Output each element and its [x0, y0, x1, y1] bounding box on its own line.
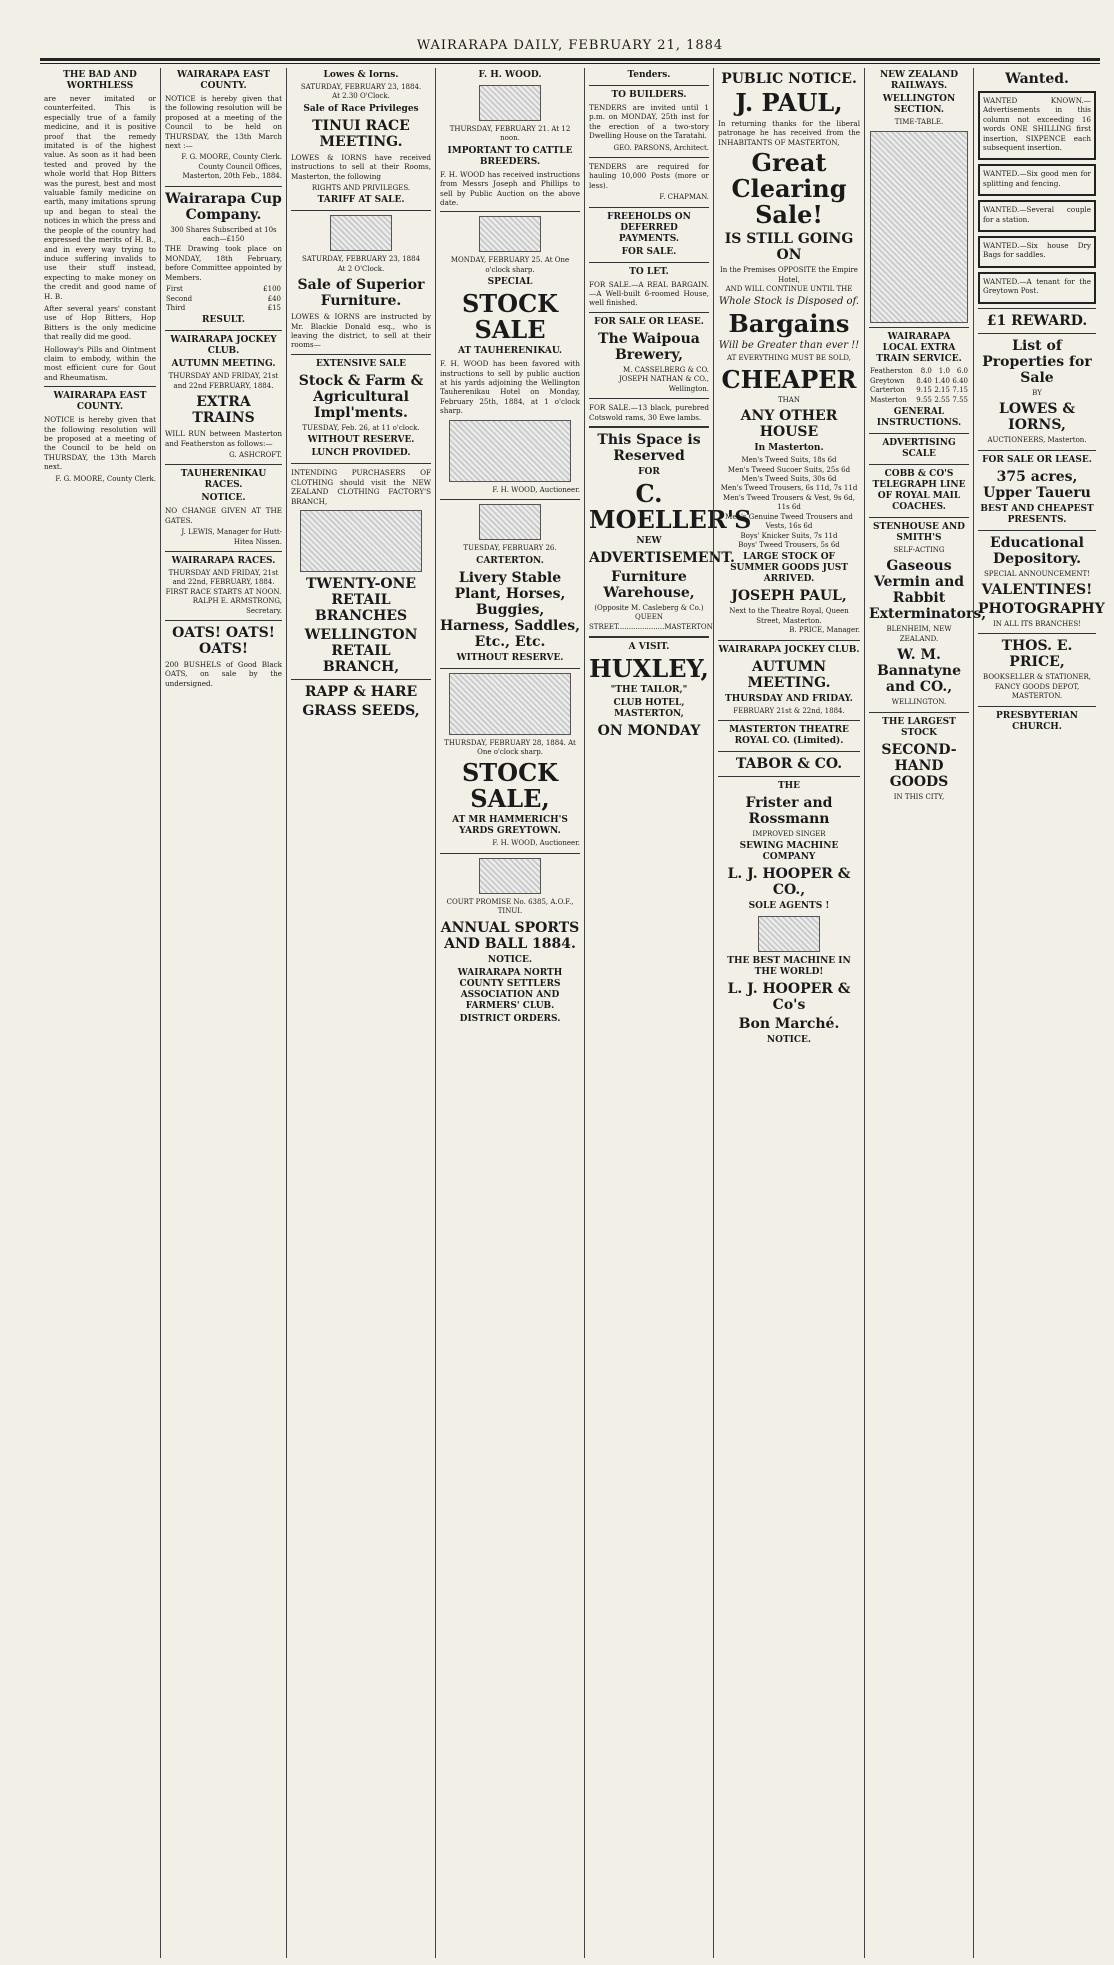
heading: JOSEPH PAUL, — [731, 588, 847, 605]
cattle-illustration — [449, 673, 571, 735]
heading: EXTRA TRAINS — [192, 394, 255, 427]
heading: Wairarapa Cup Company. — [165, 190, 282, 223]
masthead-rule — [40, 58, 1100, 61]
heading: WAIRARAPA RACES. — [171, 555, 276, 566]
heading: W. M. Bannatyne and CO., — [876, 647, 962, 696]
wanted-ad: WANTED KNOWN.—Advertisements in this column not exceeding 16 words ONE SHILLING first insertion, SIXPENCE each subsequent insertion. — [978, 91, 1096, 160]
heading: NEW — [636, 535, 662, 546]
heading: SPECIAL — [487, 277, 533, 288]
heading: LOWES & IORNS, — [998, 401, 1076, 434]
text: TUESDAY, FEBRUARY 26. — [463, 544, 557, 553]
text: THURSDAY, FEBRUARY 28, 1884. At One o'clock sharp. — [444, 738, 576, 756]
heading: STENHOUSE AND SMITH'S — [873, 522, 965, 544]
heading: FOR — [638, 466, 660, 477]
heading: WAIRARAPA JOCKEY CLUB. — [170, 335, 277, 357]
signature: M. CASSELBERG & CO. — [623, 365, 709, 374]
text: FOR SALE.—A REAL BARGAIN.—A Well-built 6-roomed House, well finished. — [589, 279, 709, 308]
heading: 375 acres, Upper Taueru — [983, 468, 1091, 501]
heading: ADVERTISING SCALE — [882, 438, 956, 460]
text: At 2 O'Clock. — [337, 264, 385, 273]
heading: NOTICE. — [766, 1035, 812, 1046]
heading: TO LET. — [629, 266, 669, 277]
text: IN THIS CITY, — [893, 792, 945, 801]
text: TUESDAY, Feb. 26, at 11 o'clock. — [302, 423, 420, 432]
heading: PUBLIC NOTICE. — [721, 71, 857, 87]
heading: AT TAUHERENIKAU. — [457, 346, 563, 357]
table-row: Third £15 — [166, 303, 281, 312]
heading: ANNUAL SPORTS AND BALL 1884. — [440, 919, 580, 952]
list-item: Men's Tweed Suits, 18s 6d — [741, 456, 837, 465]
heading: TABOR & CO. — [735, 755, 843, 772]
masthead-rule-thin — [40, 63, 1100, 64]
text: IMPROVED SINGER — [752, 829, 826, 838]
list-item: Men's Tweed Trousers, 6s 11d, 7s 11d — [720, 484, 858, 493]
heading: NEW ZEALAND RAILWAYS. — [879, 70, 959, 91]
heading: List of Properties for Sale — [982, 337, 1092, 386]
list-item: Men's Tweed Suits, 30s 6d — [741, 475, 837, 484]
price-list — [718, 456, 860, 550]
text: Next to the Theatre Royal, Queen Street, Masterton. — [729, 607, 849, 625]
column-6 — [714, 68, 864, 1958]
list-item: Boys' Tweed Trousers, 5s 6d — [738, 540, 840, 549]
heading: Tenders. — [627, 70, 671, 80]
heading: VALENTINES! — [981, 581, 1093, 598]
text: 200 BUSHELS of Good Black OATS, on sale by the undersigned. — [165, 660, 282, 688]
heading: Sale of Superior Furniture. — [297, 277, 425, 310]
factory-illustration — [300, 510, 422, 572]
furniture-illustration — [330, 215, 392, 251]
heading: WAIRARAPA NORTH COUNTY SETTLERS ASSOCIATION AND FARMERS' CLUB. — [457, 967, 563, 1011]
heading: Furniture Warehouse, — [603, 568, 695, 601]
text: TENDERS are invited until 1 p.m. on MONDAY, 25th inst for the erection of a two-story Dwelling House on the Taratahi. — [589, 103, 709, 141]
text: MONDAY, FEBRUARY 25. At One o'clock sharp. — [450, 256, 570, 274]
table-row: Masterton 9.55 2.55 7.55 — [870, 395, 968, 404]
heading: In Masterton. — [754, 443, 824, 454]
heading: CLUB HOTEL, MASTERTON, — [613, 698, 685, 720]
text: THURSDAY AND FRIDAY, 21st and 22nd, FEBRUARY, 1884. — [168, 568, 279, 587]
heading: GRASS SEEDS, — [302, 702, 420, 719]
text: BY — [1032, 388, 1042, 397]
text: LOWES & IORNS have received instructions to sell at their Rooms, Masterton, the following — [291, 152, 431, 181]
text: In returning thanks for the liberal patronage he has received from the INHABITANTS OF MASTERTON, — [718, 119, 860, 147]
signature: B. PRICE, Manager. — [789, 626, 860, 635]
heading: RESULT. — [202, 315, 245, 326]
heading: THOS. E. PRICE, — [1001, 638, 1073, 671]
table-row: Second £40 — [166, 294, 281, 303]
text: THURSDAY, FEBRUARY 21. At 12 noon. — [449, 125, 571, 143]
heading: PRESBYTERIAN CHURCH. — [996, 710, 1078, 732]
heading: TWENTY-ONE RETAIL BRANCHES — [305, 575, 417, 624]
text: In the Premises OPPOSITE the Empire Hotel, — [720, 266, 858, 284]
heading: DISTRICT ORDERS. — [459, 1013, 561, 1024]
text: FIRST RACE STARTS AT NOON. — [165, 587, 282, 596]
table-row: Featherston 8.0 1.0 6.0 — [870, 367, 968, 376]
heading: THE — [777, 780, 801, 791]
heading: SECOND-HAND GOODS — [881, 741, 957, 790]
column-8 — [974, 68, 1105, 1958]
crest-illustration — [479, 858, 541, 894]
heading: IS STILL GOING ON — [724, 231, 854, 264]
text: QUEEN STREET.....................MASTERTON. — [589, 613, 715, 631]
column-1 — [40, 68, 160, 1958]
text: FOR SALE.—13 black, purebred Cotswold rams, 30 Ewe lambs. — [589, 403, 709, 422]
heading: FREEHOLDS ON DEFERRED PAYMENTS. — [607, 211, 691, 244]
heading: F. H. WOOD. — [478, 70, 542, 80]
text: IN ALL ITS BRANCHES! — [993, 619, 1081, 628]
heading: AUTUMN MEETING. — [747, 658, 831, 691]
heading: STOCK SALE — [461, 289, 559, 345]
heading: Will be Greater than ever !! — [718, 340, 860, 352]
heading: AUTUMN MEETING. — [171, 359, 276, 370]
heading: "THE TAILOR," — [610, 685, 688, 696]
heading: ADVERTISEMENT. — [589, 549, 735, 566]
signature: RALPH E. ARMSTRONG, Secretary. — [192, 597, 282, 615]
heading: C. MOELLER'S — [589, 478, 752, 534]
signature: G. ASHCROFT. — [229, 450, 282, 459]
text: WELLINGTON. — [891, 698, 947, 707]
heading: WITHOUT RESERVE. — [456, 652, 564, 663]
heading: TO BUILDERS. — [611, 90, 687, 100]
text: TENDERS are required for hauling 10,000 Posts (more or less). — [589, 162, 709, 190]
text: BLENHEIM, NEW ZEALAND. — [886, 625, 952, 643]
text: AT EVERYTHING MUST BE SOLD, — [726, 354, 851, 363]
signature: JOSEPH NATHAN & CO., Wellington. — [618, 375, 709, 393]
horse-illustration — [479, 216, 541, 252]
signature: F. G. MOORE, County Clerk. — [55, 474, 156, 483]
list-item: Men's Tweed Sucoer Suits, 25s 6d — [727, 465, 851, 474]
heading: Stock & Farm & Agricultural Impl'ments. — [298, 372, 424, 421]
heading: WAIRARAPA EAST COUNTY. — [177, 70, 270, 91]
text: AND WILL CONTINUE UNTIL THE — [725, 285, 853, 294]
signature: F. H. WOOD, Auctioneer. — [492, 485, 580, 494]
article-text: Holloway's Pills and Ointment claim to embody, within the most efficient cure for Gout and Rheumatism. — [44, 344, 156, 382]
signature: GEO. PARSONS, Architect. — [613, 143, 709, 152]
signature: J. LEWIS, Manager for Hutt-Hitea Nissen. — [181, 528, 282, 546]
heading: Bargains — [728, 309, 850, 339]
text: THE Drawing took place on MONDAY, 18th February, before Committee appointed by Members. — [165, 244, 282, 282]
wanted-ad: WANTED.—A tenant for the Greytown Post. — [978, 272, 1096, 304]
text: RIGHTS AND PRIVILEGES. — [311, 184, 411, 193]
text: COURT PROMISE No. 6385, A.O.F., TINUI. — [446, 897, 574, 916]
heading: THE BEST MACHINE IN THE WORLD! — [727, 956, 851, 978]
bull-illustration — [479, 85, 541, 121]
heading: A VISIT. — [628, 642, 670, 653]
text: INTENDING PURCHASERS OF CLOTHING should visit the NEW ZEALAND CLOTHING FACTORY'S BRANCH, — [291, 468, 431, 506]
heading: WELLINGTON RETAIL BRANCH, — [304, 626, 418, 675]
text: At 2.30 O'Clock. — [332, 92, 390, 101]
text: SPECIAL ANNOUNCEMENT! — [983, 569, 1091, 578]
text: FEBRUARY 21st & 22nd, 1884. — [733, 706, 845, 715]
heading: TARIFF AT SALE. — [317, 195, 405, 206]
heading: ON MONDAY — [597, 723, 701, 740]
text: F. H. WOOD has received instructions from Messrs Joseph and Phillips to sell by Public Auction on the above date. — [440, 169, 580, 208]
heading: L. J. HOOPER & CO., — [727, 866, 851, 899]
heading: FOR SALE OR LEASE. — [982, 454, 1092, 465]
prize-table — [165, 285, 282, 313]
signature: F. G. MOORE, County Clerk. County Council Offices, Masterton, 20th Feb., 1884. — [181, 153, 282, 181]
heading: LUNCH PROVIDED. — [311, 448, 411, 459]
column-3 — [287, 68, 435, 1958]
wanted-ad: WANTED.—Several couple for a station. — [978, 200, 1096, 232]
list-item: Boys' Knicker Suits, 7s 11d — [740, 531, 838, 540]
list-item: Men's Tweed Trousers & Vest, 9s 6d, 11s 6d — [723, 493, 855, 512]
text: SATURDAY, FEBRUARY 23, 1884 — [301, 255, 421, 264]
heading: COBB & CO'S TELEGRAPH LINE OF ROYAL MAIL COACHES. — [872, 469, 966, 513]
heading: L. J. HOOPER & Co's — [727, 981, 851, 1014]
text: 300 Shares Subscribed at 10s each—£150 — [170, 225, 277, 244]
table-row: Carterton 9.15 2.15 7.15 — [870, 386, 968, 395]
signature: F. CHAPMAN. — [659, 193, 709, 202]
heading: STOCK SALE, — [461, 758, 559, 814]
text: SATURDAY, FEBRUARY 23, 1884. — [300, 83, 422, 91]
wanted-ad: WANTED.—Six house Dry Bags for saddles. — [978, 236, 1096, 268]
livestock-illustration — [449, 420, 571, 482]
column-4 — [436, 68, 584, 1958]
timetable-rotated — [870, 131, 968, 323]
column-7 — [865, 68, 987, 1958]
sewing-machine-illustration — [758, 916, 820, 952]
heading: WITHOUT RESERVE. — [307, 435, 415, 446]
heading: Wanted. — [1005, 71, 1069, 87]
text: WILL RUN between Masterton and Featherston as follows:— — [165, 429, 282, 448]
article-text: are never imitated or counterfeited. This is especially true of a family medicine, and it is positive proof that the remedy imitated is of the highest value. As soon as it had been tested and proved by the whole world that Hop Bitters was the purest, best and most valuable family medicine on earth, many imitations sprung up and began to steal the notices in which the press and the people of the country had expressed the merits of H. B., and in every way trying to induce suffering invalids to use their stuff instead, expecting to make money on the credit and good name of H. B. — [44, 94, 156, 301]
heading: GENERAL INSTRUCTIONS. — [876, 407, 962, 429]
column-2 — [161, 68, 286, 1958]
heading: This Space is Reserved — [597, 431, 701, 464]
notice-text: NOTICE is hereby given that the following resolution will be proposed at a meeting of the Council to be held on THURSDAY, the 13th March next. — [44, 415, 156, 472]
heading: Frister and Rossmann — [745, 794, 833, 827]
heading: FOR SALE. — [621, 246, 677, 257]
table-row: First £100 — [166, 285, 281, 294]
heading: WAIRARAPA EAST COUNTY. — [53, 391, 147, 413]
heading: FOR SALE OR LEASE. — [594, 316, 704, 327]
heading: THE LARGEST STOCK — [882, 716, 956, 738]
heading: TINUI RACE MEETING. — [312, 117, 410, 150]
article-text: After several years' constant use of Hop Bitters, Hop Bitters is the only medicine that really did me good. — [44, 303, 156, 342]
heading: PHOTOGRAPHY — [978, 600, 1105, 617]
heading: WELLINGTON SECTION. — [882, 94, 956, 115]
masthead: WAIRARAPA DAILY, FEBRUARY 21, 1884 — [416, 38, 724, 53]
train-table — [869, 367, 969, 405]
text: TIME-TABLE. — [894, 118, 944, 126]
heading: BEST AND CHEAPEST PRESENTS. — [980, 503, 1094, 525]
heading: Lowes & Iorns. — [323, 70, 399, 80]
heading: Educational Depository. — [990, 534, 1084, 567]
text: SELF-ACTING — [893, 546, 945, 555]
heading: THE BAD AND WORTHLESS — [63, 70, 137, 91]
heading: The Waipoua Brewery, — [598, 330, 700, 363]
heading: RAPP & HARE — [304, 683, 418, 700]
heading: WAIRARAPA JOCKEY CLUB. — [718, 644, 860, 655]
text: THAN — [778, 395, 800, 404]
list-item: Men's Genuine Tweed Trousers and Vests, 16s 6d — [725, 512, 853, 531]
text: BOOKSELLER & STATIONER, FANCY GOODS DEPOT, MASTERTON. — [983, 673, 1091, 701]
notice-text: NOTICE is hereby given that the following resolution will be proposed at a meeting of the Council to be held on THURSDAY, the 13th March next :— — [165, 94, 282, 151]
text: NO CHANGE GIVEN AT THE GATES. — [165, 506, 282, 525]
heading: J. PAUL, — [735, 88, 843, 117]
heading: Whole Stock is Disposed of. — [718, 296, 860, 308]
heading: OATS! OATS! OATS! — [172, 625, 275, 657]
heading: LARGE STOCK OF SUMMER GOODS JUST ARRIVED. — [730, 552, 848, 585]
text: LOWES & IORNS are instructed by Mr. Blackie Donald esq., who is leaving the district, to sell at their rooms— — [291, 312, 431, 350]
heading: Great Clearing Sale! — [731, 148, 847, 230]
heading: SEWING MACHINE COMPANY — [739, 841, 839, 863]
heading: Bon Marché. — [738, 1016, 840, 1033]
heading: ANY OTHER HOUSE — [740, 408, 838, 441]
text: F. H. WOOD has been favored with instructions to sell by public auction at his yards adjoining the Wellington Tauherenikau Hotel on Monday, February 25th, 1884, at 1 o'clock sharp. — [440, 359, 580, 416]
heading: NOTICE. — [201, 493, 246, 504]
heading: EXTENSIVE SALE — [316, 358, 406, 369]
heading: Sale of Race Privileges — [303, 103, 419, 114]
heading: TAUHERENIKAU RACES. — [180, 469, 267, 491]
heading: CHEAPER — [721, 364, 857, 394]
heading: Livery Stable Plant, Horses, Buggies, Harness, Saddles, Etc., Etc. — [440, 569, 581, 650]
text: AUCTIONEERS, Masterton. — [987, 436, 1087, 445]
wanted-ad: WANTED.—Six good men for splitting and fencing. — [978, 164, 1096, 196]
heading: WAIRARAPA LOCAL EXTRA TRAIN SERVICE. — [876, 332, 962, 365]
table-row: Greytown 8.40 1.40 6.40 — [870, 376, 968, 385]
heading: £1 REWARD. — [986, 312, 1088, 329]
heading: Gaseous Vermin and Rabbit Exterminators, — [869, 558, 987, 623]
heading: AT MR HAMMERICH'S YARDS GREYTOWN. — [452, 815, 568, 837]
column-5 — [585, 68, 752, 1958]
text: (Opposite M. Casleberg & Co.) — [594, 603, 704, 612]
heading: HUXLEY, — [589, 654, 709, 684]
heading: MASTERTON THEATRE ROYAL CO. (Limited). — [729, 724, 849, 746]
heading: CARTERTON. — [476, 555, 544, 566]
signature: F. H. WOOD, Auctioneer. — [492, 839, 580, 848]
heading: IMPORTANT TO CATTLE BREEDERS. — [447, 145, 573, 167]
heading: THURSDAY AND FRIDAY. — [725, 693, 853, 704]
text: THURSDAY AND FRIDAY, 21st and 22nd FEBRUARY, 1884. — [168, 372, 279, 390]
heading: SOLE AGENTS ! — [748, 901, 830, 912]
carriage-illustration — [479, 504, 541, 540]
heading: NOTICE. — [487, 954, 533, 965]
